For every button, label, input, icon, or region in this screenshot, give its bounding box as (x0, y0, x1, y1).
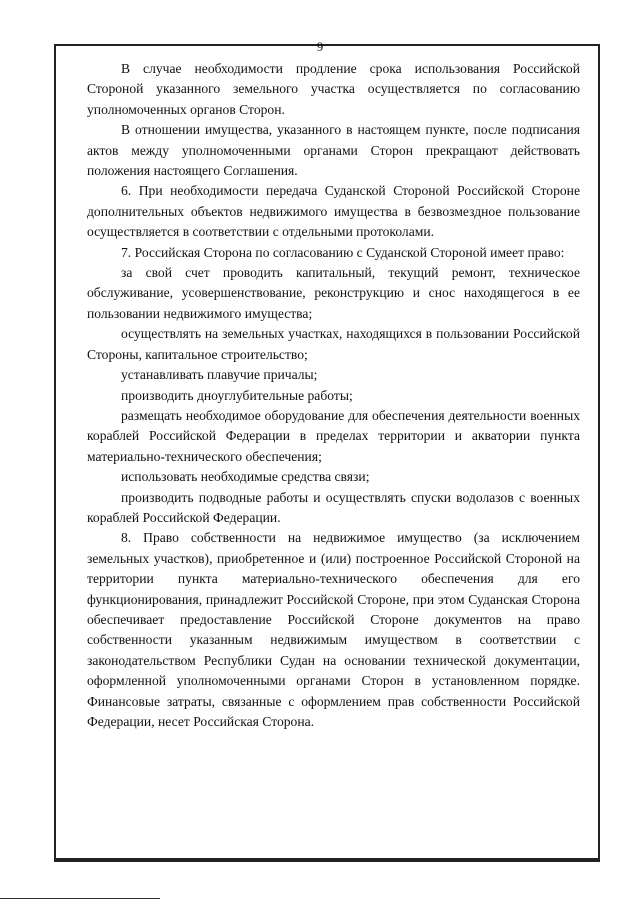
paragraph-right-dredging: производить дноуглубительные работы; (121, 387, 353, 403)
paragraph-right-moorings: устанавливать плавучие причалы; (121, 367, 318, 383)
paragraph-right-communications: использовать необходимые средства связи; (121, 469, 370, 485)
scan-edge-line (0, 898, 160, 899)
page-number: 9 (316, 39, 324, 54)
paragraph-right-equipment: размещать необходимое оборудование для обеспечения деятельности военных кораблей Российской Федерации в пределах территории и акватории пункта материально-технического обеспечения; (87, 407, 580, 464)
paragraph-right-repair: за свой счет проводить капитальный, текущий ремонт, техническое обслуживание, усовершенствование, реконструкцию и снос находящегося в ее пользовании недвижимого имущества; (87, 265, 580, 321)
document-body (87, 59, 580, 732)
paragraph-right-underwater: производить подводные работы и осуществлять спуски водолазов с военных кораблей Российской Федерации. (87, 489, 580, 525)
paragraph-extension-term: В случае необходимости продление срока использования Российской Стороной указанного земельного участка осуществляется по согласованию уполномоченных органов Сторон. (87, 61, 580, 117)
paragraph-property-acts: В отношении имущества, указанного в настоящем пункте, после подписания актов между уполномоченными органами Сторон прекращают действовать положения настоящего Соглашения. (87, 122, 580, 179)
paragraph-item-7: 7. Российская Сторона по согласованию с Суданской Стороной имеет право: (121, 244, 565, 260)
paragraph-right-construction: осуществлять на земельных участках, находящихся в пользовании Российской Стороны, капитальное строительство; (87, 326, 580, 362)
paragraph-item-6: 6. При необходимости передача Суданской Стороной Российской Стороне дополнительных объектов недвижимого имущества в безвозмездное пользование осуществляется в соответствии с отдельными протоколами. (87, 183, 580, 240)
paragraph-item-8: 8. Право собственности на недвижимое имущество (за исключением земельных участков), приобретенное и (или) построенное Российской Стороной на территории пункта материально-технического обеспечения для его функционирования, принадлежит Российской Стороне, при этом Суданская Сторона обеспечивает предоставление Российской Стороне документов на право собственности указанным недвижимым имуществом в соответствии с законодательством Республики Судан на основании технической документации, оформленной уполномоченными органами Сторон в установленном порядке. Финансовые затраты, связанные с оформлением прав собственности Российской Федерации, несет Российская Сторона. (87, 530, 580, 729)
